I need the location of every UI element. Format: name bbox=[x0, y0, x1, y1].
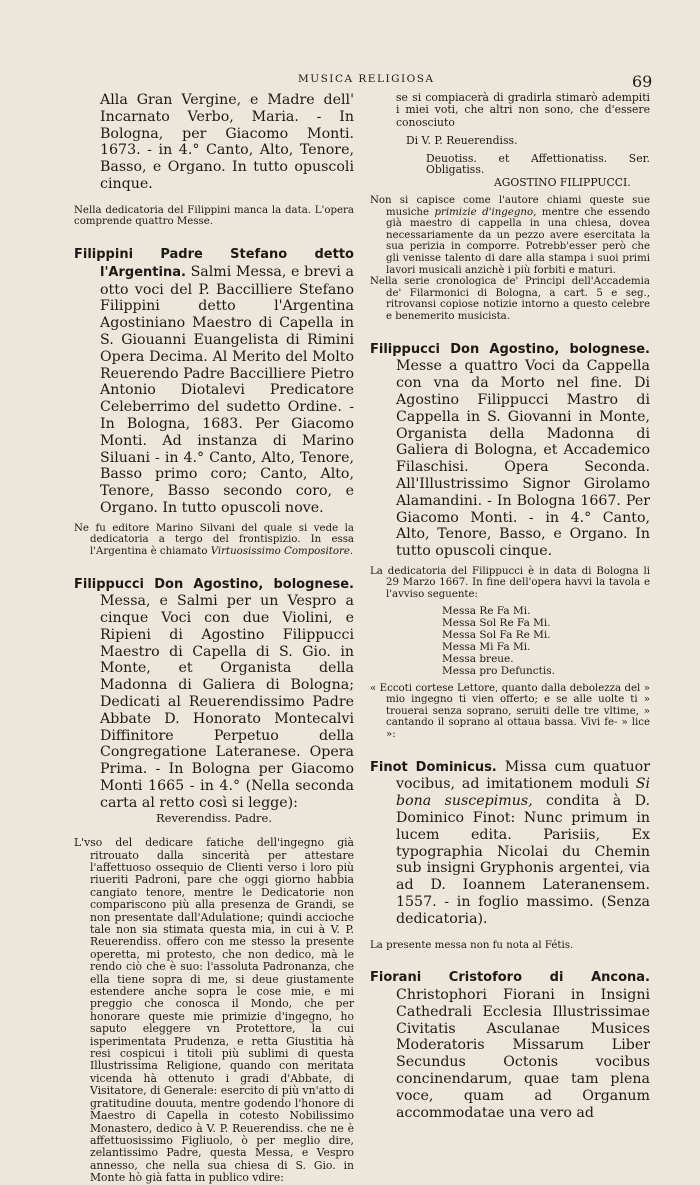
letter-continuation: se si compiacerà di gradirla stimarò adempiti i miei voti, che altri non sono, che d'essere conosciuto bbox=[396, 91, 650, 129]
letter-signature-name: AGOSTINO FILIPPUCCI. bbox=[494, 176, 631, 189]
list-item: Messa breue. bbox=[442, 652, 514, 665]
note-primizie bbox=[370, 195, 650, 276]
entry-heading: Fiorani Cristoforo di Ancona. bbox=[370, 970, 650, 986]
letter-signature-title: Deuotiss. et Affettionatiss. Ser. Obligatiss. bbox=[426, 151, 650, 177]
note-italic: primizie d'ingegno, bbox=[434, 206, 537, 218]
entry-body: Messe a quattro Voci da Cappella con vna da Morto nel fine. Di Agostino Filippucci Mastro di Cappella in S. Giovanni in Monte, Organista della Madonna di Galiera di Bologna, et Accademico Filaschisi. Opera Seconda. All'Illustrissimo Signor Girolamo Alamandini. - In Bologna 1667. Per Giacomo Monti. - in 4.° Canto, Alto, Tenore, Basso, e Organo. In tutto opuscoli cinque. bbox=[396, 358, 650, 560]
entry-fiorani-cristoforo bbox=[370, 969, 650, 1121]
list-item: Messa Sol Fa Re Mi. bbox=[442, 628, 551, 641]
note-text: Ne fu editore Marino Silvani del quale si vede la dedicatoria a tergo del frontispizio. In essa l'Argentina è chiamato bbox=[74, 522, 354, 557]
note-text: Non si capisce come l'autore chiami queste sue musiche bbox=[370, 195, 650, 218]
dedication-letter: L'vso del dedicare fatiche dell'ingegno già ritrouato dalla sincerità per attestare l'affettuoso ossequio de Clienti verso i loro più riueriti Padroni, pare che oggi giorno habbia cangiato tenore, mentre le Dedicatorie non compariscono più alla presenza de Grandi, se non presentate dall'Adulatione; quindi accioche tale non sia stimata questa mia, in cui à V. P. Reuerendiss. offero con me stesso la presente operetta, mi protesto, che non dedico, mà le rendo ciò che è suo: l'assoluta Padronanza, che ella tiene sopra di me, si deue giustamente estendere anche sopra le cose mie, e mi preggio che conosca il Mondo, che per honorare queste mie primizie d'ingegno, ho saputo eleggere vn Protettore, la cui isperimentata Prudenza, e retta Giustitia hà resi cospicui i titoli più sublimi di questa Illustrissima Religione, quando con meritata vicenda hà ottenuto i gradi d'Abbate, di Visitatore, di Generale: esercito di più vn'atto di gratitudine douuta, mentre godendo l'honore di Maestro di Capella in cotesto Nobilissimo Monastero, dedico à V. P. Reuerendiss. che ne è affettuosissimo Figliuolo, ò per meglio dire, zelantissimo Padre, questa Messa, e Vespro annesso, che nella sua chiesa di S. Gio. in Monte hò già fatta in publico vdire: bbox=[74, 836, 354, 1185]
list-item: Messa Re Fa Mi. bbox=[442, 604, 531, 617]
entry-body: Messa, e Salmi per un Vespro a cinque Voci con due Violini, e Ripieni di Agostino Filippucci Maestro di Capella di S. Gio. in Monte, et Organista della Madonna di Galiera di Bologna; Dedicati al Reuerendissimo Padre Abbate D. Honorato Montecalvi Diffinitore Perpetuo della Congregatione Lateranese. Opera Prima. - In Bologna per Giacomo Monti 1665 - in 4.° (Nella seconda carta al retto così si legge): bbox=[100, 593, 354, 811]
note-accademia: Nella serie cronologica de' Principi dell'Accademia de' Filarmonici di Bologna, a cart. 5 e seg., ritrovansi copiose notizie intorno a questo celebre e benemerito musicista. bbox=[370, 276, 650, 322]
entry-body: condita à D. Dominico Finot: Nunc primum in lucem edita. Parisiis, Ex typographia Nicolai du Chemin sub insigni Gryphonis argentei, via ad D. Ioannem Lateranensem. 1557. - in foglio massimo. (Senza dedicatoria). bbox=[396, 793, 650, 927]
letter-closing: Di V. P. Reuerendiss. bbox=[406, 134, 518, 148]
running-title: MUSICA RELIGIOSA bbox=[298, 73, 435, 85]
entry-filippucci-agostino-2 bbox=[370, 341, 650, 560]
continued-entry: Alla Gran Vergine, e Madre dell' Incarnato Verbo, Maria. - In Bologna, per Giacomo Monti. 1673. - in 4.° Canto, Alto, Tenore, Basso, e Organo. In tutto opuscoli cinque. bbox=[100, 92, 354, 192]
list-item: Messa Mi Fa Mi. bbox=[442, 640, 531, 653]
entry-note bbox=[74, 523, 354, 558]
entry-body-italic: Si bona suscepimus, bbox=[396, 776, 650, 810]
list-item: Messa pro Defunctis. bbox=[442, 664, 555, 677]
entry-body: Christophori Fiorani in Insigni Cathedrali Ecclesia Illustrissimae Civitatis Asculanae Musices Moderatoris Missarum Liber Secundus Octonis vocibus concinendarum, quae tam plena voce, quam ad Organum accommodatae una vero ad bbox=[396, 987, 650, 1121]
entry-filippucci-agostino-1 bbox=[74, 576, 354, 812]
left-column bbox=[74, 92, 354, 1185]
right-column bbox=[370, 92, 650, 1121]
entry-note: La dedicatoria del Filippucci è in data di Bologna li 29 Marzo 1667. In fine dell'opera havvi la tavola e l'avviso seguente: bbox=[370, 565, 650, 601]
note-text: mentre che essendo già maestro di cappella in una chiesa, dovea necessariamente da un pezzo avere esercitata la sua perizia in comporre. Potrebb'esser però che gli venisse talento di dare alla stampa i suoi primi lavori musicali anzichè i più forbiti e maturi. bbox=[386, 206, 650, 276]
page-number: 69 bbox=[632, 72, 653, 91]
list-item: Messa Sol Re Fa Mi. bbox=[442, 616, 551, 629]
entry-heading: Filippucci Don Agostino, bolognese. bbox=[74, 576, 354, 592]
note-italic: Virtuosissimo Compositore. bbox=[210, 545, 354, 557]
avviso-quote: « Eccoti cortese Lettore, quanto dalla debolezza del » mio ingegno ti vien offerto; e se alle uolte ti » trouerai senza soprano, seruiti delle tre vltime, » cantando il soprano al ottaua bassa. Vivi fe- » lice »: bbox=[370, 682, 650, 741]
entry-filippini-stefano bbox=[74, 246, 354, 517]
mass-list bbox=[370, 605, 650, 677]
entry-heading: Filippucci Don Agostino, bolognese. bbox=[370, 341, 650, 357]
entry-body: Salmi Messa, e brevi a otto voci del P. Baccilliere Stefano Filippini detto l'Argentina Agostiniano Maestro di Capella in S. Giouanni Euangelista di Rimini Opera Decima. Al Merito del Molto Reuerendo Padre Baccilliere Pietro Antonio Diotalevi Predicatore Celeberrimo del sudetto Ordine. - In Bologna, 1683. Per Giacomo Monti. Ad instanza di Marino Siluani - in 4.° Canto, Alto, Tenore, Basso primo coro; Canto, Alto, Tenore, Basso secondo coro, e Organo. In tutto opuscoli nove. bbox=[100, 263, 354, 516]
entry-heading: Filippini Padre Stefano detto l'Argentina. bbox=[74, 246, 354, 280]
entry-heading: Finot Dominicus. bbox=[370, 759, 497, 775]
continued-entry-note: Nella dedicatoria del Filippini manca la data. L'opera comprende quattro Messe. bbox=[74, 204, 354, 228]
letter-salutation: Reverendiss. Padre. bbox=[155, 810, 273, 825]
entry-body: Missa cum quatuor vocibus, ad imitationem moduli bbox=[396, 758, 650, 793]
entry-note: La presente messa non fu nota al Fétis. bbox=[370, 939, 574, 951]
entry-finot-dominicus bbox=[370, 759, 650, 928]
